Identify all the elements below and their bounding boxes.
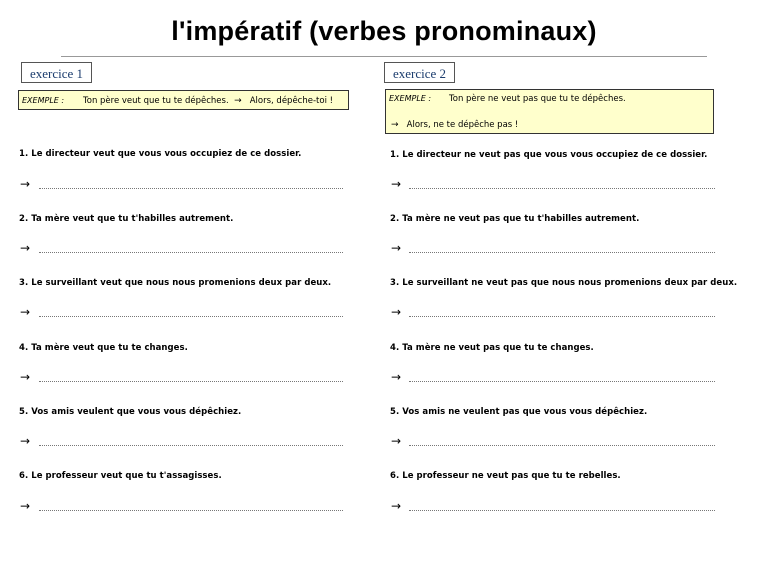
example-answer-line — [391, 120, 518, 130]
example-line — [83, 96, 333, 106]
exercise-2-tag: exercice 2 — [384, 62, 455, 83]
answer-line-1[interactable] — [409, 188, 715, 189]
question-2: 2. Ta mère veut que tu t'habilles autrement. — [19, 214, 234, 224]
question-1: 1. Le directeur ne veut pas que vous vous occupiez de ce dossier. — [390, 150, 708, 160]
arrow-icon: → — [391, 499, 402, 513]
example-answer: Alors, ne te dépêche pas ! — [406, 120, 519, 130]
arrow-icon: → — [391, 370, 402, 384]
arrow-icon: → — [20, 499, 31, 513]
example-answer: Alors, dépêche-toi ! — [249, 96, 334, 106]
arrow-icon: → — [391, 120, 399, 130]
exercise-1-example — [18, 90, 349, 110]
answer-line-1[interactable] — [39, 188, 343, 189]
question-6: 6. Le professeur veut que tu t'assagisses. — [19, 471, 222, 481]
answer-line-3[interactable] — [409, 316, 715, 317]
question-5: 5. Vos amis ne veulent pas que vous vous dépêchiez. — [390, 407, 648, 417]
answer-line-3[interactable] — [39, 316, 343, 317]
arrow-icon: → — [20, 177, 31, 191]
arrow-icon: → — [391, 305, 402, 319]
arrow-icon: → — [20, 241, 31, 255]
question-4: 4. Ta mère ne veut pas que tu te changes. — [390, 343, 594, 353]
question-1: 1. Le directeur veut que vous vous occupiez de ce dossier. — [19, 149, 302, 159]
answer-line-5[interactable] — [39, 445, 343, 446]
question-3: 3. Le surveillant ne veut pas que nous nous promenions deux par deux. — [390, 278, 738, 288]
exercise-2-example — [385, 89, 714, 134]
arrow-icon: → — [20, 370, 31, 384]
arrow-icon: → — [20, 305, 31, 319]
answer-line-6[interactable] — [39, 510, 343, 511]
answer-line-4[interactable] — [39, 381, 343, 382]
answer-line-2[interactable] — [39, 252, 343, 253]
arrow-icon: → — [391, 241, 402, 255]
answer-line-5[interactable] — [409, 445, 715, 446]
question-5: 5. Vos amis veulent que vous vous dépêchiez. — [19, 407, 242, 417]
title-divider — [61, 56, 707, 57]
answer-line-4[interactable] — [409, 381, 715, 382]
arrow-icon: → — [391, 434, 402, 448]
example-sentence: Ton père ne veut pas que tu te dépêches. — [449, 94, 626, 104]
exercise-1-tag: exercice 1 — [21, 62, 92, 83]
answer-line-2[interactable] — [409, 252, 715, 253]
question-3: 3. Le surveillant veut que nous nous promenions deux par deux. — [19, 278, 332, 288]
answer-line-6[interactable] — [409, 510, 715, 511]
question-2: 2. Ta mère ne veut pas que tu t'habilles autrement. — [390, 214, 640, 224]
arrow-icon: → — [391, 177, 402, 191]
question-4: 4. Ta mère veut que tu te changes. — [19, 343, 188, 353]
question-6: 6. Le professeur ne veut pas que tu te rebelles. — [390, 471, 621, 481]
example-label: EXEMPLE : — [389, 94, 432, 103]
page-title: l'impératif (verbes pronominaux) — [171, 16, 597, 46]
example-sentence: Ton père veut que tu te dépêches. — [83, 96, 229, 106]
arrow-icon: → — [20, 434, 31, 448]
example-label: EXEMPLE : — [22, 96, 65, 105]
arrow-icon: → — [234, 96, 242, 106]
